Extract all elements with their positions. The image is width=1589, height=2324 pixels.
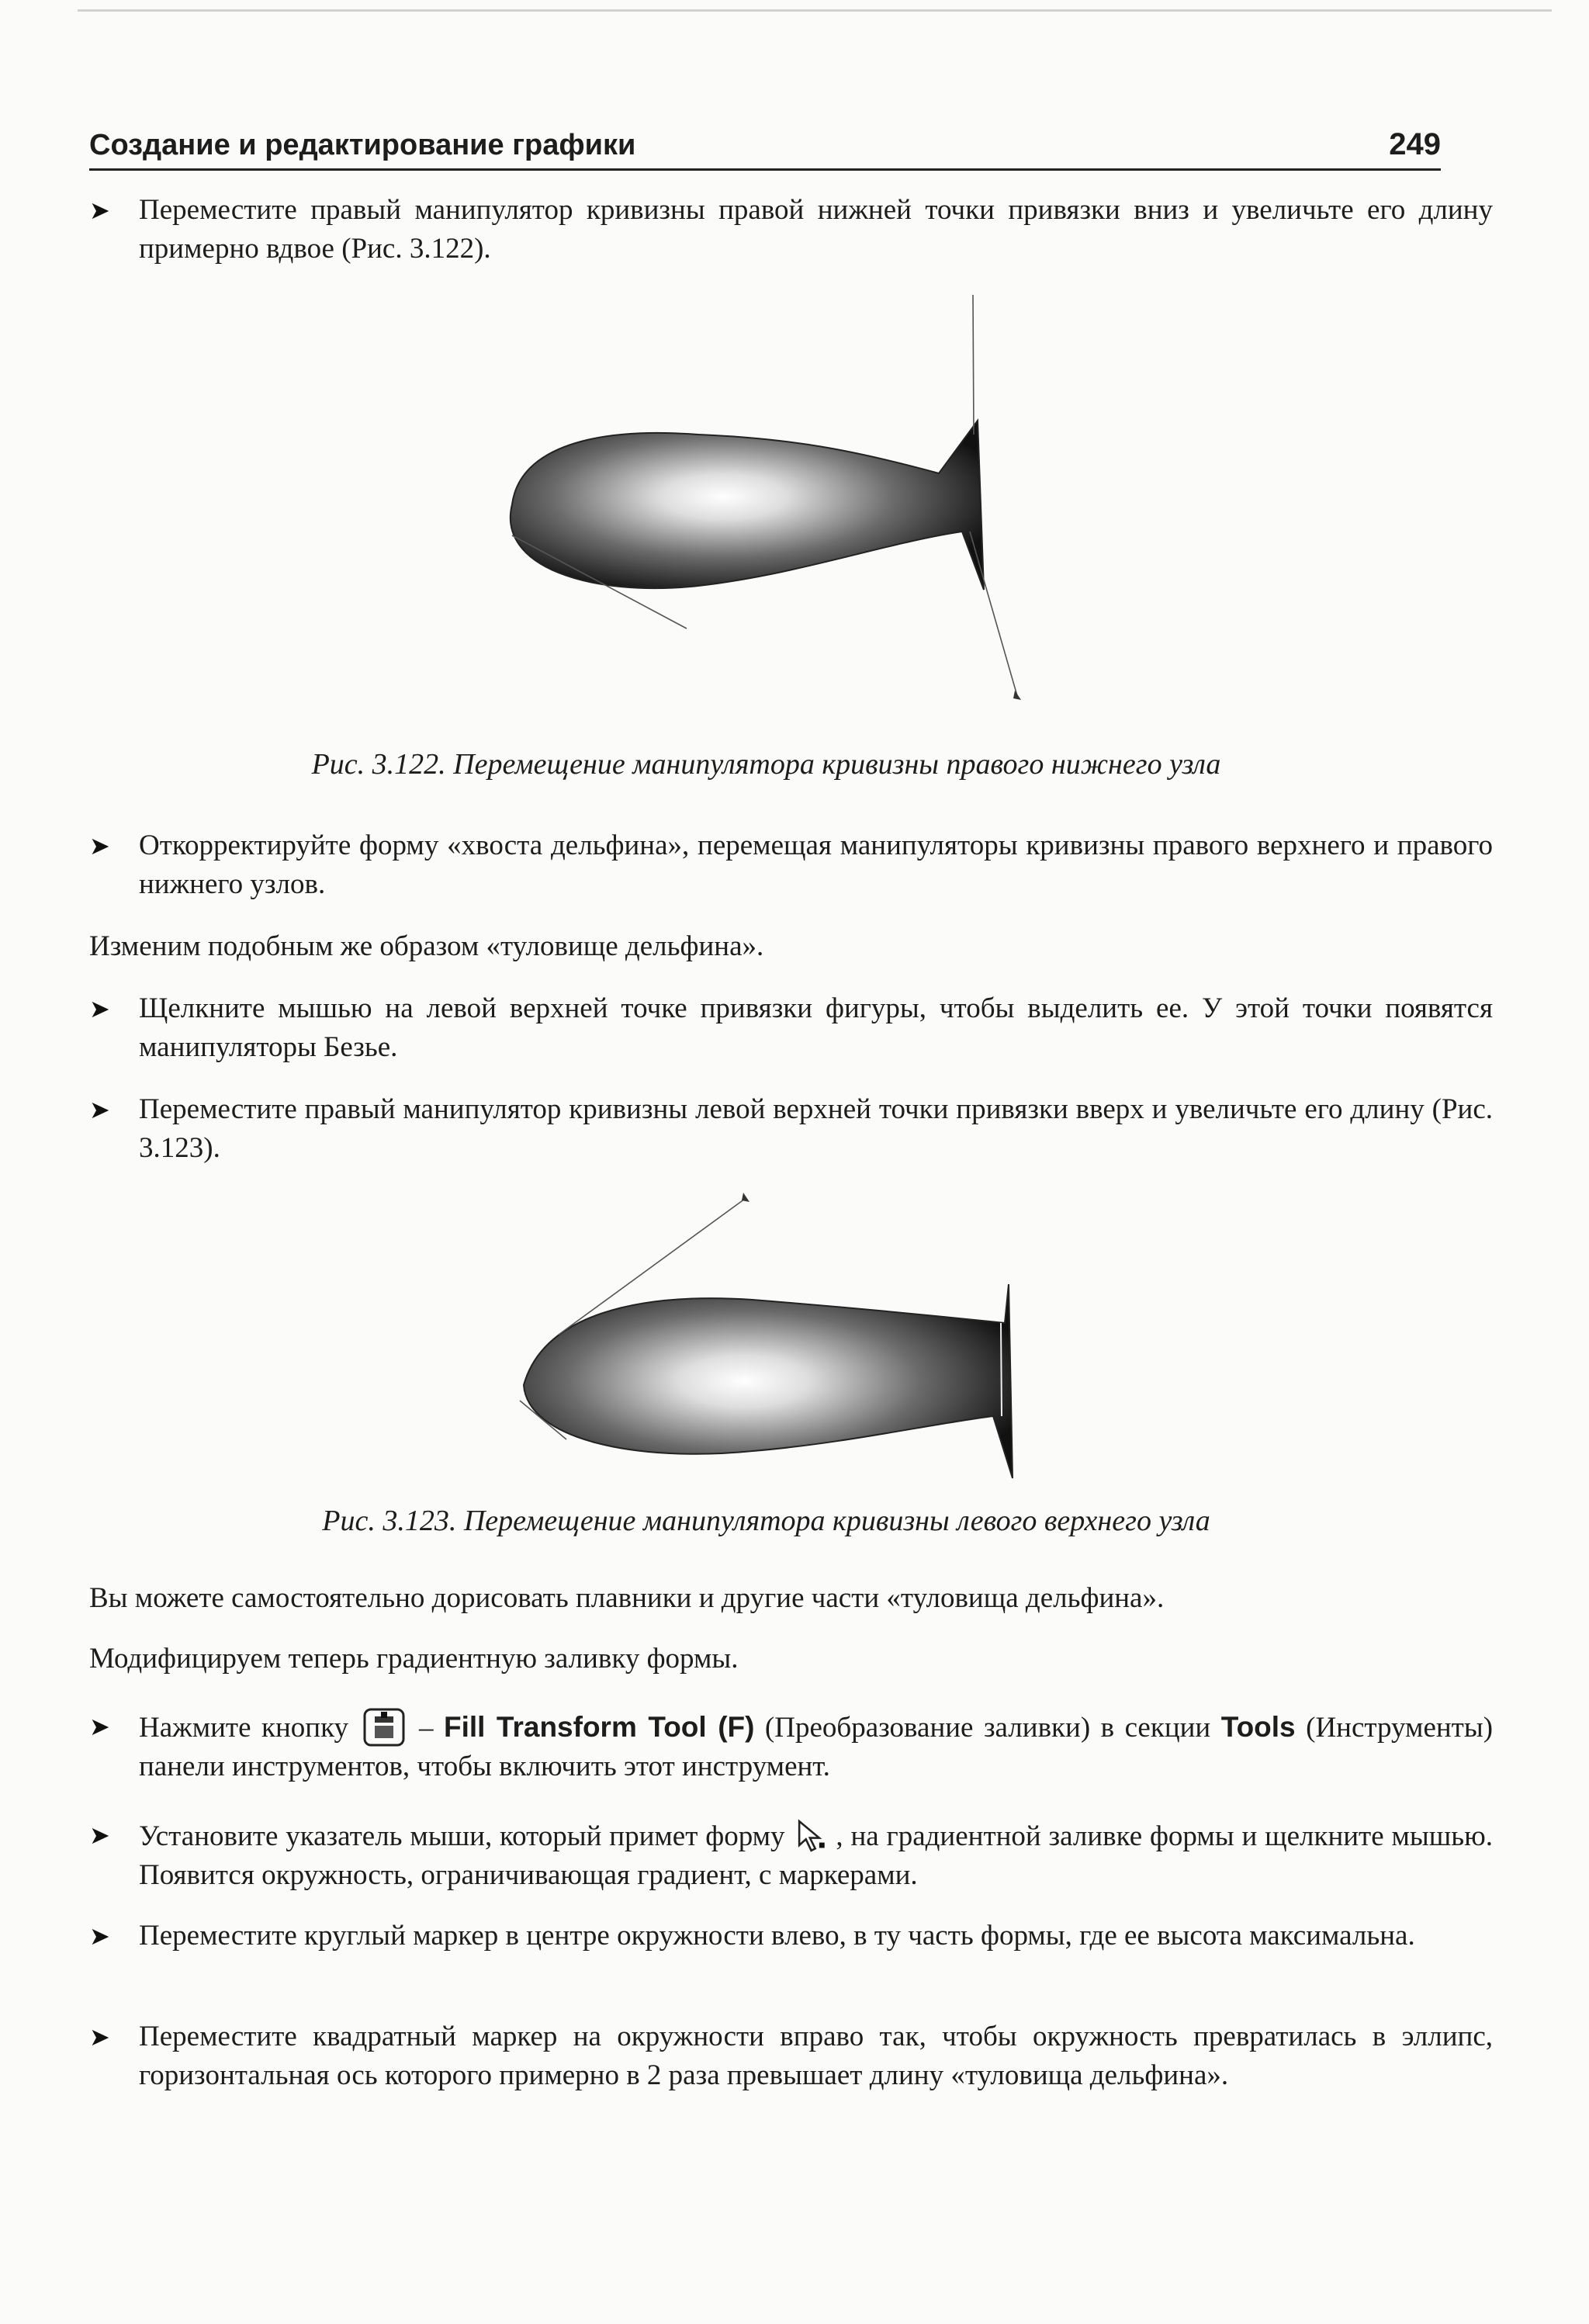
bullet-item — [89, 1707, 1493, 1786]
figure-caption: Рис. 3.123. Перемещение манипулятора кривизны левого верхнего узла — [322, 1505, 1210, 1537]
bullet-item — [89, 1816, 1493, 1895]
fill-transform-tool-icon — [362, 1707, 406, 1747]
bezier-handle-line — [1001, 1323, 1002, 1416]
bullet-text-pre: Нажмите кнопку — [139, 1712, 349, 1744]
figure-caption: Рис. 3.122. Перемещение манипулятора кривизны правого нижнего узла — [311, 748, 1221, 781]
bullet-item — [89, 1090, 1493, 1168]
bullet-text-mid: (Преобразование заливки) в секции — [754, 1712, 1221, 1744]
paragraph: Изменим подобным же образом «туловище дельфина». — [89, 930, 764, 962]
bullet-arrow-icon: ➤ — [89, 1712, 110, 1741]
bullet-item — [89, 989, 1493, 1067]
figure-3-123 — [497, 1183, 1055, 1494]
pointer-icon — [1013, 691, 1021, 700]
bullet-dash: – — [408, 1712, 444, 1744]
dolphin-body-shape — [511, 421, 984, 590]
bullet-item — [89, 2017, 1493, 2095]
bullet-arrow-icon: ➤ — [89, 1921, 110, 1951]
fill-transform-pointer-icon — [795, 1816, 833, 1856]
bullet-arrow-icon: ➤ — [89, 1095, 110, 1124]
page-number: 249 — [1389, 127, 1441, 161]
bullet-arrow-icon: ➤ — [89, 831, 110, 861]
figure-3-122 — [466, 287, 1055, 722]
bullet-text-post: (Инструменты) панели инструментов, чтобы включить этот инструмент. — [139, 1712, 1494, 1782]
bullet-arrow-icon: ➤ — [89, 196, 110, 225]
bullet-text: Щелкните мышью на левой верхней точке привязки фигуры, чтобы выделить ее. У этой точки появятся манипуляторы Безье. — [139, 992, 1493, 1063]
bullet-item — [89, 191, 1493, 268]
pointer-icon — [742, 1193, 749, 1202]
bullet-text: Переместите круглый маркер в центре окружности влево, в ту часть формы, где ее высота максимальна. — [139, 1920, 1415, 1952]
bullet-text: Переместите правый манипулятор кривизны правой нижней точки привязки вниз и увеличьте его длину примерно вдвое (Рис. 3.122). — [139, 194, 1493, 265]
bullet-arrow-icon: ➤ — [89, 994, 110, 1023]
paragraph: Модифицируем теперь градиентную заливку формы. — [89, 1643, 739, 1675]
bezier-handle-line — [973, 295, 974, 435]
bullet-item — [89, 826, 1493, 904]
bullet-arrow-icon: ➤ — [89, 1820, 110, 1850]
bullet-text: Переместите квадратный маркер на окружности вправо так, чтобы окружность превратилась в эллипс, горизонтальная ось которого примерно в 2 раза превышает длину «туловища дельфина». — [139, 2021, 1493, 2091]
bullet-text: Переместите правый манипулятор кривизны левой верхней точки привязки вверх и увеличьте его длину (Рис. 3.123). — [139, 1093, 1493, 1164]
paragraph: Вы можете самостоятельно дорисовать плавники и другие части «туловища дельфина». — [89, 1582, 1165, 1614]
bullet-text-post: , на градиентной заливке формы и щелкните мышью. Появится окружность, ограничивающая градиент, с маркерами. — [139, 1820, 1493, 1891]
bullet-text-pre: Установите указатель мыши, который примет форму — [139, 1820, 785, 1852]
bullet-text: Откорректируйте форму «хвоста дельфина», перемещая манипуляторы кривизны правого верхнего и правого нижнего узлов. — [139, 830, 1493, 900]
bullet-item — [89, 1917, 1493, 1955]
bezier-handle-line — [970, 532, 1018, 698]
dolphin-body-shape — [524, 1284, 1013, 1478]
chapter-title: Создание и редактирование графики — [89, 129, 636, 161]
tool-name: Fill Transform Tool (F) — [443, 1711, 755, 1743]
bullet-arrow-icon: ➤ — [89, 2022, 110, 2052]
section-name: Tools — [1220, 1711, 1296, 1743]
running-header — [89, 123, 1441, 171]
